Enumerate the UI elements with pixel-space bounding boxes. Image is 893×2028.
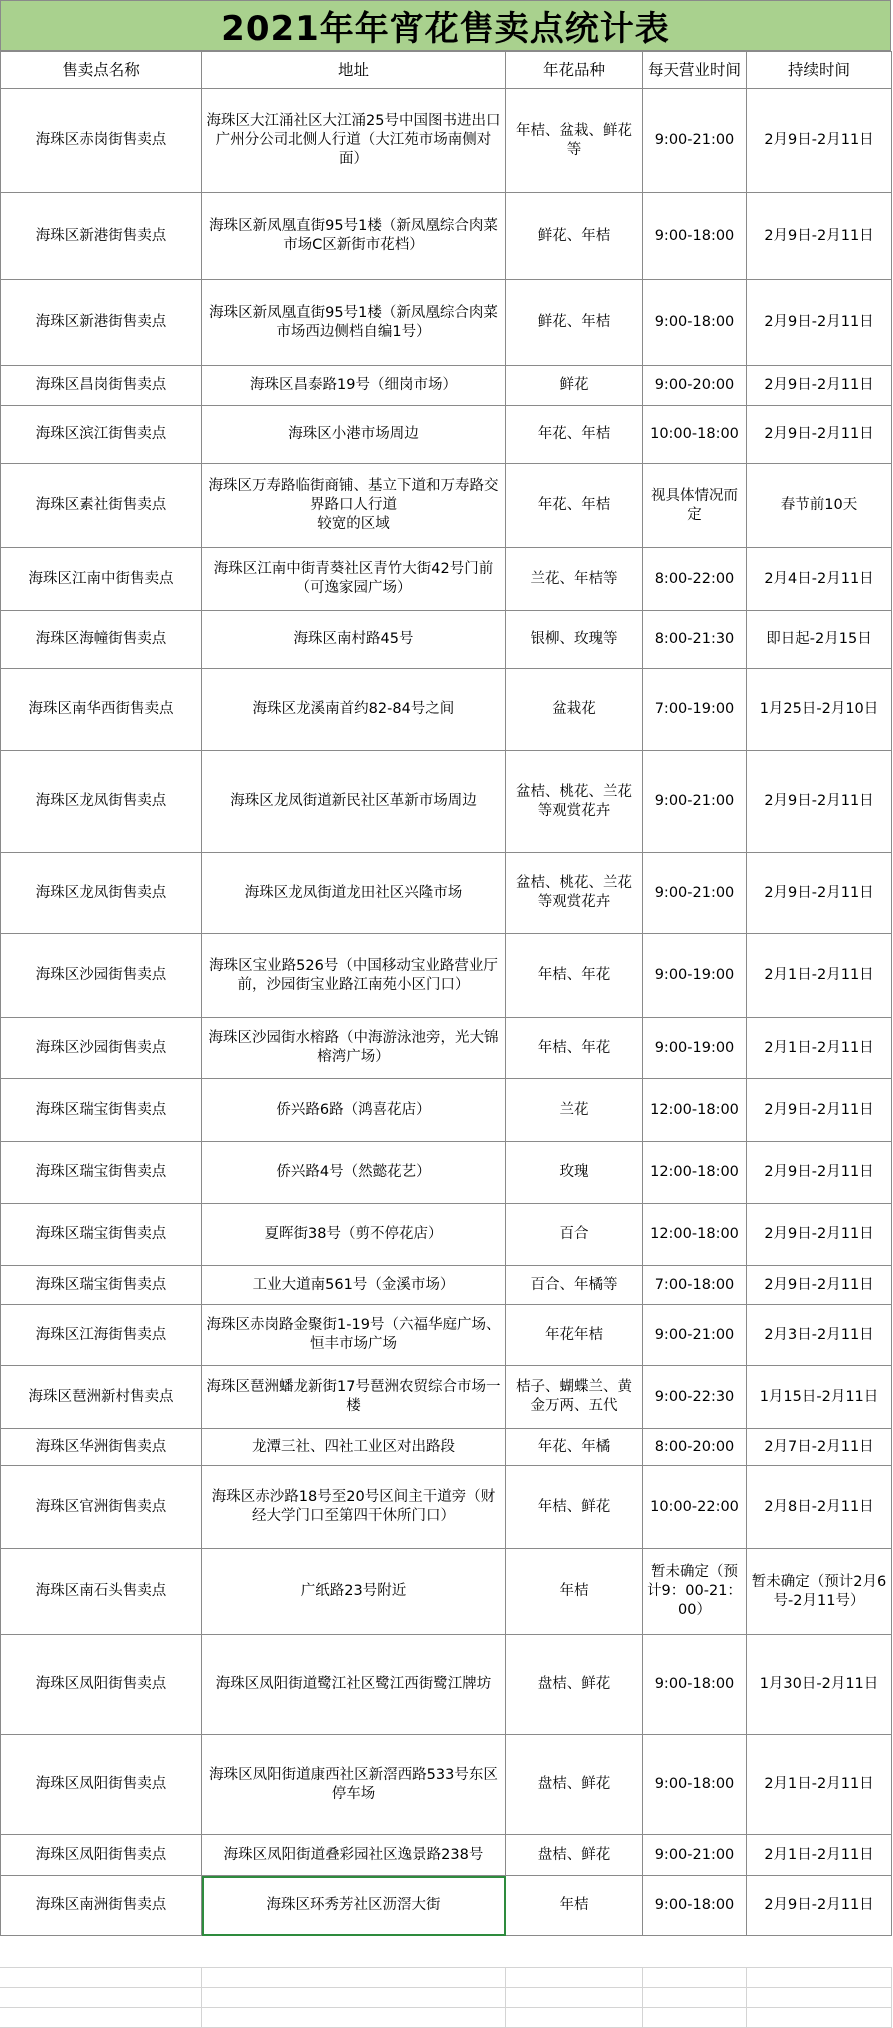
cell-address[interactable]: 海珠区大江涌社区大江涌25号中国图书进出口广州分公司北侧人行道（大江苑市场南侧对面） xyxy=(202,89,506,193)
cell-hours[interactable]: 9:00-22:30 xyxy=(643,1366,747,1429)
cell-name[interactable]: 海珠区江南中街售卖点 xyxy=(1,548,202,611)
cell-hours[interactable]: 12:00-18:00 xyxy=(643,1142,747,1204)
cell-name[interactable]: 海珠区瑞宝街售卖点 xyxy=(1,1142,202,1204)
cell-hours[interactable]: 7:00-19:00 xyxy=(643,669,747,751)
cell-hours[interactable]: 9:00-19:00 xyxy=(643,934,747,1018)
cell-address[interactable]: 海珠区沙园街水榕路（中海游泳池旁，光大锦榕湾广场） xyxy=(202,1018,506,1079)
table-row xyxy=(1,1466,892,1549)
cell-address[interactable]: 龙潭三社、四社工业区对出路段 xyxy=(202,1429,506,1466)
cell-hours[interactable]: 8:00-20:00 xyxy=(643,1429,747,1466)
cell-name[interactable]: 海珠区昌岗街售卖点 xyxy=(1,366,202,406)
cell-address[interactable]: 海珠区南村路45号 xyxy=(202,611,506,669)
cell-duration[interactable]: 1月15日-2月11日 xyxy=(747,1366,892,1429)
cell-address[interactable]: 海珠区赤沙路18号至20号区间主干道旁（财经大学门口至第四干休所门口） xyxy=(202,1466,506,1549)
cell-duration[interactable]: 1月25日-2月10日 xyxy=(747,669,892,751)
cell-address[interactable]: 侨兴路4号（然懿花艺） xyxy=(202,1142,506,1204)
cell-name[interactable]: 海珠区滨江街售卖点 xyxy=(1,406,202,464)
cell-address[interactable]: 海珠区新凤凰直街95号1楼（新凤凰综合肉菜市场西边侧档自编1号） xyxy=(202,280,506,366)
cell-variety[interactable]: 年花、年橘 xyxy=(506,1429,643,1466)
cell-address[interactable]: 海珠区万寿路临街商铺、基立下道和万寿路交界路口人行道 较宽的区域 xyxy=(202,464,506,548)
cell-variety[interactable]: 年桔 xyxy=(506,1876,643,1936)
cell-name[interactable]: 海珠区海幢街售卖点 xyxy=(1,611,202,669)
cell-hours[interactable]: 9:00-18:00 xyxy=(643,1735,747,1835)
table-row xyxy=(1,1429,892,1466)
cell-variety[interactable]: 年花、年桔 xyxy=(506,406,643,464)
table-row xyxy=(1,1142,892,1204)
cell-variety[interactable]: 盘桔、鲜花 xyxy=(506,1735,643,1835)
header-variety[interactable]: 年花品种 xyxy=(506,52,643,89)
cell-hours[interactable]: 8:00-22:00 xyxy=(643,548,747,611)
cell-address[interactable]: 海珠区小港市场周边 xyxy=(202,406,506,464)
cell-duration[interactable]: 2月9日-2月11日 xyxy=(747,1266,892,1305)
cell-variety[interactable]: 玫瑰 xyxy=(506,1142,643,1204)
cell-address[interactable]: 海珠区新凤凰直街95号1楼（新凤凰综合肉菜市场C区新街市花档） xyxy=(202,193,506,280)
cell-variety[interactable]: 年桔、盆栽、鲜花等 xyxy=(506,89,643,193)
cell-hours[interactable]: 9:00-18:00 xyxy=(643,193,747,280)
table-row xyxy=(1,464,892,548)
cell-duration[interactable]: 2月9日-2月11日 xyxy=(747,751,892,853)
cell-address[interactable]: 侨兴路6路（鸿喜花店） xyxy=(202,1079,506,1142)
cell-hours[interactable]: 9:00-18:00 xyxy=(643,1876,747,1936)
table-row xyxy=(1,548,892,611)
table-row xyxy=(1,611,892,669)
cell-hours[interactable]: 9:00-21:00 xyxy=(643,853,747,934)
cell-duration[interactable]: 2月1日-2月11日 xyxy=(747,1835,892,1876)
cell-name[interactable]: 海珠区南华西街售卖点 xyxy=(1,669,202,751)
cell-name[interactable]: 海珠区凤阳街售卖点 xyxy=(1,1635,202,1735)
cell-duration[interactable]: 2月1日-2月11日 xyxy=(747,1735,892,1835)
table-row xyxy=(1,1835,892,1876)
cell-hours[interactable]: 12:00-18:00 xyxy=(643,1204,747,1266)
cell-variety[interactable]: 年桔 xyxy=(506,1549,643,1635)
cell-name[interactable]: 海珠区龙凤街售卖点 xyxy=(1,751,202,853)
cell-duration[interactable]: 春节前10天 xyxy=(747,464,892,548)
cell-duration[interactable]: 2月9日-2月11日 xyxy=(747,1876,892,1936)
cell-variety[interactable]: 年花年桔 xyxy=(506,1305,643,1366)
cell-duration[interactable]: 2月8日-2月11日 xyxy=(747,1466,892,1549)
table-row xyxy=(1,669,892,751)
cell-address[interactable]: 海珠区昌泰路19号（细岗市场） xyxy=(202,366,506,406)
cell-variety[interactable]: 鲜花 xyxy=(506,366,643,406)
table-row xyxy=(1,853,892,934)
table-row xyxy=(1,1635,892,1735)
cell-name[interactable]: 海珠区新港街售卖点 xyxy=(1,280,202,366)
cell-address[interactable]: 海珠区龙凤街道新民社区革新市场周边 xyxy=(202,751,506,853)
cell-hours[interactable]: 暂未确定（预计9：00-21：00） xyxy=(643,1549,747,1635)
cell-address[interactable]: 海珠区凤阳街道鹭江社区鹭江西街鹭江牌坊 xyxy=(202,1635,506,1735)
table-row xyxy=(1,934,892,1018)
cell-name[interactable]: 海珠区官洲街售卖点 xyxy=(1,1466,202,1549)
cell-duration[interactable]: 1月30日-2月11日 xyxy=(747,1635,892,1735)
cell-hours[interactable]: 9:00-21:00 xyxy=(643,1835,747,1876)
cell-duration[interactable]: 2月4日-2月11日 xyxy=(747,548,892,611)
sheet-title[interactable]: 2021年年宵花售卖点统计表 xyxy=(0,0,891,51)
header-duration[interactable]: 持续时间 xyxy=(747,52,892,89)
table-row xyxy=(1,1876,892,1936)
cell-name[interactable]: 海珠区龙凤街售卖点 xyxy=(1,853,202,934)
table-row xyxy=(1,1305,892,1366)
cell-hours[interactable]: 9:00-21:00 xyxy=(643,1305,747,1366)
cell-variety[interactable]: 兰花、年桔等 xyxy=(506,548,643,611)
cell-variety[interactable]: 盆栽花 xyxy=(506,669,643,751)
cell-duration[interactable]: 2月9日-2月11日 xyxy=(747,89,892,193)
cell-name[interactable]: 海珠区沙园街售卖点 xyxy=(1,1018,202,1079)
cell-address[interactable]: 海珠区环秀芳社区沥滘大街 xyxy=(202,1876,506,1936)
cell-duration[interactable]: 2月9日-2月11日 xyxy=(747,1204,892,1266)
cell-duration[interactable]: 2月1日-2月11日 xyxy=(747,1018,892,1079)
cell-address[interactable]: 夏晖街38号（剪不停花店） xyxy=(202,1204,506,1266)
table-row xyxy=(1,406,892,464)
cell-name[interactable]: 海珠区南石头售卖点 xyxy=(1,1549,202,1635)
cell-address[interactable]: 海珠区赤岗路金聚街1-19号（六福华庭广场、恒丰市场广场 xyxy=(202,1305,506,1366)
header-hours[interactable]: 每天营业时间 xyxy=(643,52,747,89)
cell-duration[interactable]: 2月7日-2月11日 xyxy=(747,1429,892,1466)
cell-hours[interactable]: 10:00-18:00 xyxy=(643,406,747,464)
cell-name[interactable]: 海珠区琶洲新村售卖点 xyxy=(1,1366,202,1429)
cell-name[interactable]: 海珠区新港街售卖点 xyxy=(1,193,202,280)
cell-address[interactable]: 海珠区江南中街青葵社区青竹大街42号门前（可逸家园广场） xyxy=(202,548,506,611)
cell-name[interactable]: 海珠区南洲街售卖点 xyxy=(1,1876,202,1936)
cell-variety[interactable]: 百合 xyxy=(506,1204,643,1266)
cell-duration[interactable]: 2月9日-2月11日 xyxy=(747,406,892,464)
table-row xyxy=(1,1549,892,1635)
cell-hours[interactable]: 7:00-18:00 xyxy=(643,1266,747,1305)
cell-variety[interactable]: 年桔、年花 xyxy=(506,1018,643,1079)
cell-duration[interactable]: 2月9日-2月11日 xyxy=(747,853,892,934)
cell-name[interactable]: 海珠区凤阳街售卖点 xyxy=(1,1735,202,1835)
header-row xyxy=(1,52,892,89)
cell-hours[interactable]: 8:00-21:30 xyxy=(643,611,747,669)
cell-hours[interactable]: 9:00-20:00 xyxy=(643,366,747,406)
cell-variety[interactable]: 年桔、年花 xyxy=(506,934,643,1018)
cell-name[interactable]: 海珠区凤阳街售卖点 xyxy=(1,1835,202,1876)
cell-address[interactable]: 广纸路23号附近 xyxy=(202,1549,506,1635)
cell-name[interactable]: 海珠区赤岗街售卖点 xyxy=(1,89,202,193)
cell-variety[interactable]: 年花、年桔 xyxy=(506,464,643,548)
cell-duration[interactable]: 暂未确定（预计2月6号-2月11号） xyxy=(747,1549,892,1635)
cell-variety[interactable]: 盘桔、鲜花 xyxy=(506,1635,643,1735)
table-row xyxy=(1,280,892,366)
empty-rows xyxy=(0,1967,891,2028)
cell-hours[interactable]: 视具体情况而定 xyxy=(643,464,747,548)
table-row xyxy=(1,1079,892,1142)
cell-hours[interactable]: 9:00-21:00 xyxy=(643,751,747,853)
cell-address[interactable]: 海珠区凤阳街道康西社区新滘西路533号东区停车场 xyxy=(202,1735,506,1835)
cell-duration[interactable]: 2月1日-2月11日 xyxy=(747,934,892,1018)
table-row xyxy=(1,1366,892,1429)
cell-variety[interactable]: 银柳、玫瑰等 xyxy=(506,611,643,669)
cell-address[interactable]: 工业大道南561号（金溪市场） xyxy=(202,1266,506,1305)
cell-address[interactable]: 海珠区龙凤街道龙田社区兴隆市场 xyxy=(202,853,506,934)
cell-duration[interactable]: 2月9日-2月11日 xyxy=(747,366,892,406)
cell-address[interactable]: 海珠区琶洲蟠龙新街17号琶洲农贸综合市场一楼 xyxy=(202,1366,506,1429)
cell-duration[interactable]: 即日起-2月15日 xyxy=(747,611,892,669)
header-address[interactable]: 地址 xyxy=(202,52,506,89)
cell-duration[interactable]: 2月9日-2月11日 xyxy=(747,193,892,280)
cell-hours[interactable]: 12:00-18:00 xyxy=(643,1079,747,1142)
table-row xyxy=(1,1266,892,1305)
table-row xyxy=(1,1018,892,1079)
sale-points-table xyxy=(0,51,892,1936)
cell-address[interactable]: 海珠区宝业路526号（中国移动宝业路营业厅前，沙园街宝业路江南苑小区门口） xyxy=(202,934,506,1018)
cell-name[interactable]: 海珠区瑞宝街售卖点 xyxy=(1,1079,202,1142)
table-row xyxy=(1,1735,892,1835)
cell-hours[interactable]: 9:00-18:00 xyxy=(643,280,747,366)
cell-name[interactable]: 海珠区华洲街售卖点 xyxy=(1,1429,202,1466)
cell-variety[interactable]: 盘桔、鲜花 xyxy=(506,1835,643,1876)
cell-duration[interactable]: 2月9日-2月11日 xyxy=(747,1079,892,1142)
cell-variety[interactable]: 桔子、蝴蝶兰、黄金万两、五代 xyxy=(506,1366,643,1429)
cell-variety[interactable]: 年桔、鲜花 xyxy=(506,1466,643,1549)
cell-name[interactable]: 海珠区瑞宝街售卖点 xyxy=(1,1204,202,1266)
cell-hours[interactable]: 9:00-18:00 xyxy=(643,1635,747,1735)
cell-duration[interactable]: 2月9日-2月11日 xyxy=(747,1142,892,1204)
cell-variety[interactable]: 盆桔、桃花、兰花等观赏花卉 xyxy=(506,751,643,853)
cell-hours[interactable]: 10:00-22:00 xyxy=(643,1466,747,1549)
cell-variety[interactable]: 盆桔、桃花、兰花等观赏花卉 xyxy=(506,853,643,934)
cell-variety[interactable]: 兰花 xyxy=(506,1079,643,1142)
cell-duration[interactable]: 2月3日-2月11日 xyxy=(747,1305,892,1366)
table-row xyxy=(1,366,892,406)
cell-address[interactable]: 海珠区龙溪南首约82-84号之间 xyxy=(202,669,506,751)
cell-hours[interactable]: 9:00-19:00 xyxy=(643,1018,747,1079)
cell-name[interactable]: 海珠区沙园街售卖点 xyxy=(1,934,202,1018)
cell-duration[interactable]: 2月9日-2月11日 xyxy=(747,280,892,366)
cell-address[interactable]: 海珠区凤阳街道叠彩园社区逸景路238号 xyxy=(202,1835,506,1876)
cell-hours[interactable]: 9:00-21:00 xyxy=(643,89,747,193)
table-row xyxy=(1,193,892,280)
cell-variety[interactable]: 百合、年橘等 xyxy=(506,1266,643,1305)
cell-variety[interactable]: 鲜花、年桔 xyxy=(506,193,643,280)
table-row xyxy=(1,89,892,193)
table-row xyxy=(1,1204,892,1266)
header-name[interactable]: 售卖点名称 xyxy=(1,52,202,89)
cell-name[interactable]: 海珠区素社街售卖点 xyxy=(1,464,202,548)
table-row xyxy=(1,751,892,853)
cell-name[interactable]: 海珠区瑞宝街售卖点 xyxy=(1,1266,202,1305)
cell-name[interactable]: 海珠区江海街售卖点 xyxy=(1,1305,202,1366)
cell-variety[interactable]: 鲜花、年桔 xyxy=(506,280,643,366)
